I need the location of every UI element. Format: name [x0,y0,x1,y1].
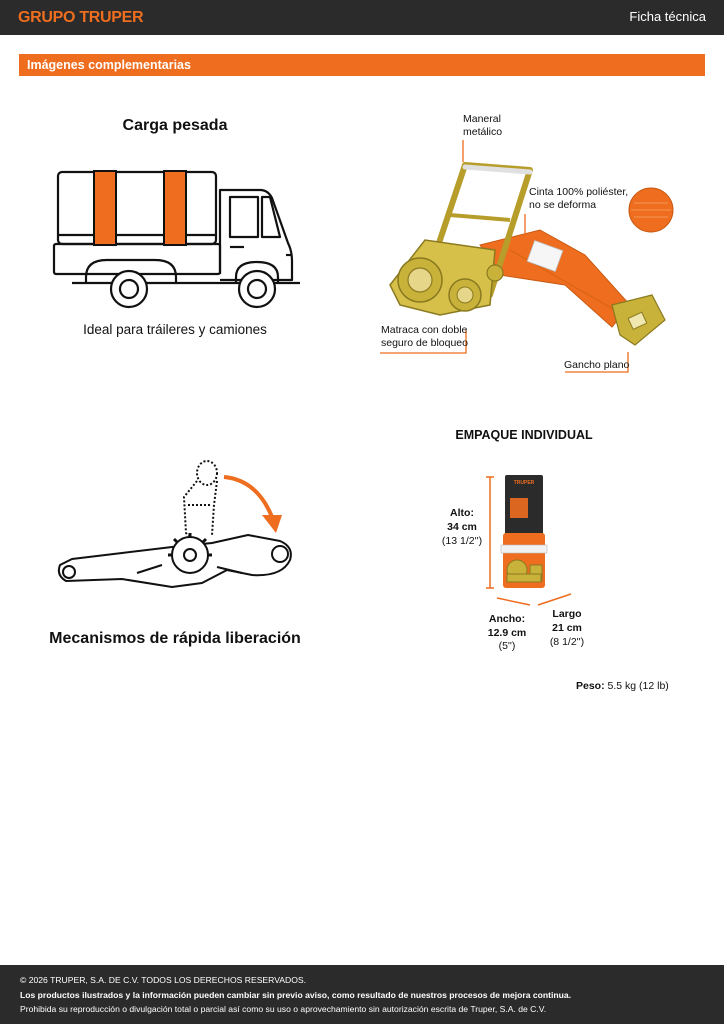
packaging-image [483,470,593,620]
callout-handle [463,113,502,139]
footer [0,965,724,1024]
callout-webbing-line2: no se deforma [529,199,597,211]
callout-ratchet [381,324,468,350]
callout-handle-line1: Maneral [463,113,501,125]
alto-label: Alto: [450,507,474,519]
footer-notice: Los productos ilustrados y la información pueden cambiar sin previo aviso, como resultado de nuestros procesos de mejora continua. [20,990,572,1000]
largo-label: Largo [552,608,582,620]
alto-imperial: (13 1/2'') [441,535,483,547]
callout-webbing [529,186,628,212]
callout-ratchet-line2: seguro de bloqueo [381,337,468,349]
dimension-alto [438,506,486,548]
ancho-imperial: (5'') [498,640,516,652]
truck-panel-caption: Ideal para tráileres y camiones [83,322,267,337]
callout-webbing-line1: Cinta 100% poliéster, [529,186,629,198]
largo-metric: 21 cm [552,622,582,634]
ratchet-release-icon [52,455,302,595]
footer-restriction: Prohibida su reproducción o divulgación total o parcial así como su uso o aprovechamiento sin autorización escrita de Truper, S.A. de C.V. [20,1004,547,1014]
brand-logo: GRUPO TRUPER [18,9,144,26]
alto-metric: 34 cm [447,521,477,533]
section-title: Imágenes complementarias [27,58,191,72]
callout-hook: Gancho plano [564,359,630,371]
packaging-title: EMPAQUE INDIVIDUAL [455,428,593,442]
weight-value: 5.5 kg (12 lb) [607,680,669,692]
truck-panel-title: Carga pesada [122,117,228,134]
release-panel-caption: Mecanismos de rápida liberación [49,630,301,647]
callout-handle-line2: metálico [463,126,503,138]
dimension-ancho [482,613,532,654]
largo-imperial: (8 1/2'') [549,636,585,648]
footer-copyright: © 2026 TRUPER, S.A. DE C.V. TODOS LOS DERECHOS RESERVADOS. [20,975,307,985]
ancho-metric: 12.9 cm [487,626,527,639]
ancho-label: Ancho: [488,613,526,625]
weight-label: Peso: [576,680,605,692]
weight [576,680,669,692]
document-type: Ficha técnica [629,9,706,24]
dimension-largo [542,607,592,649]
packaging-box-brand: TRUPER [513,480,535,486]
callout-ratchet-line1: Matraca con doble [381,324,468,336]
